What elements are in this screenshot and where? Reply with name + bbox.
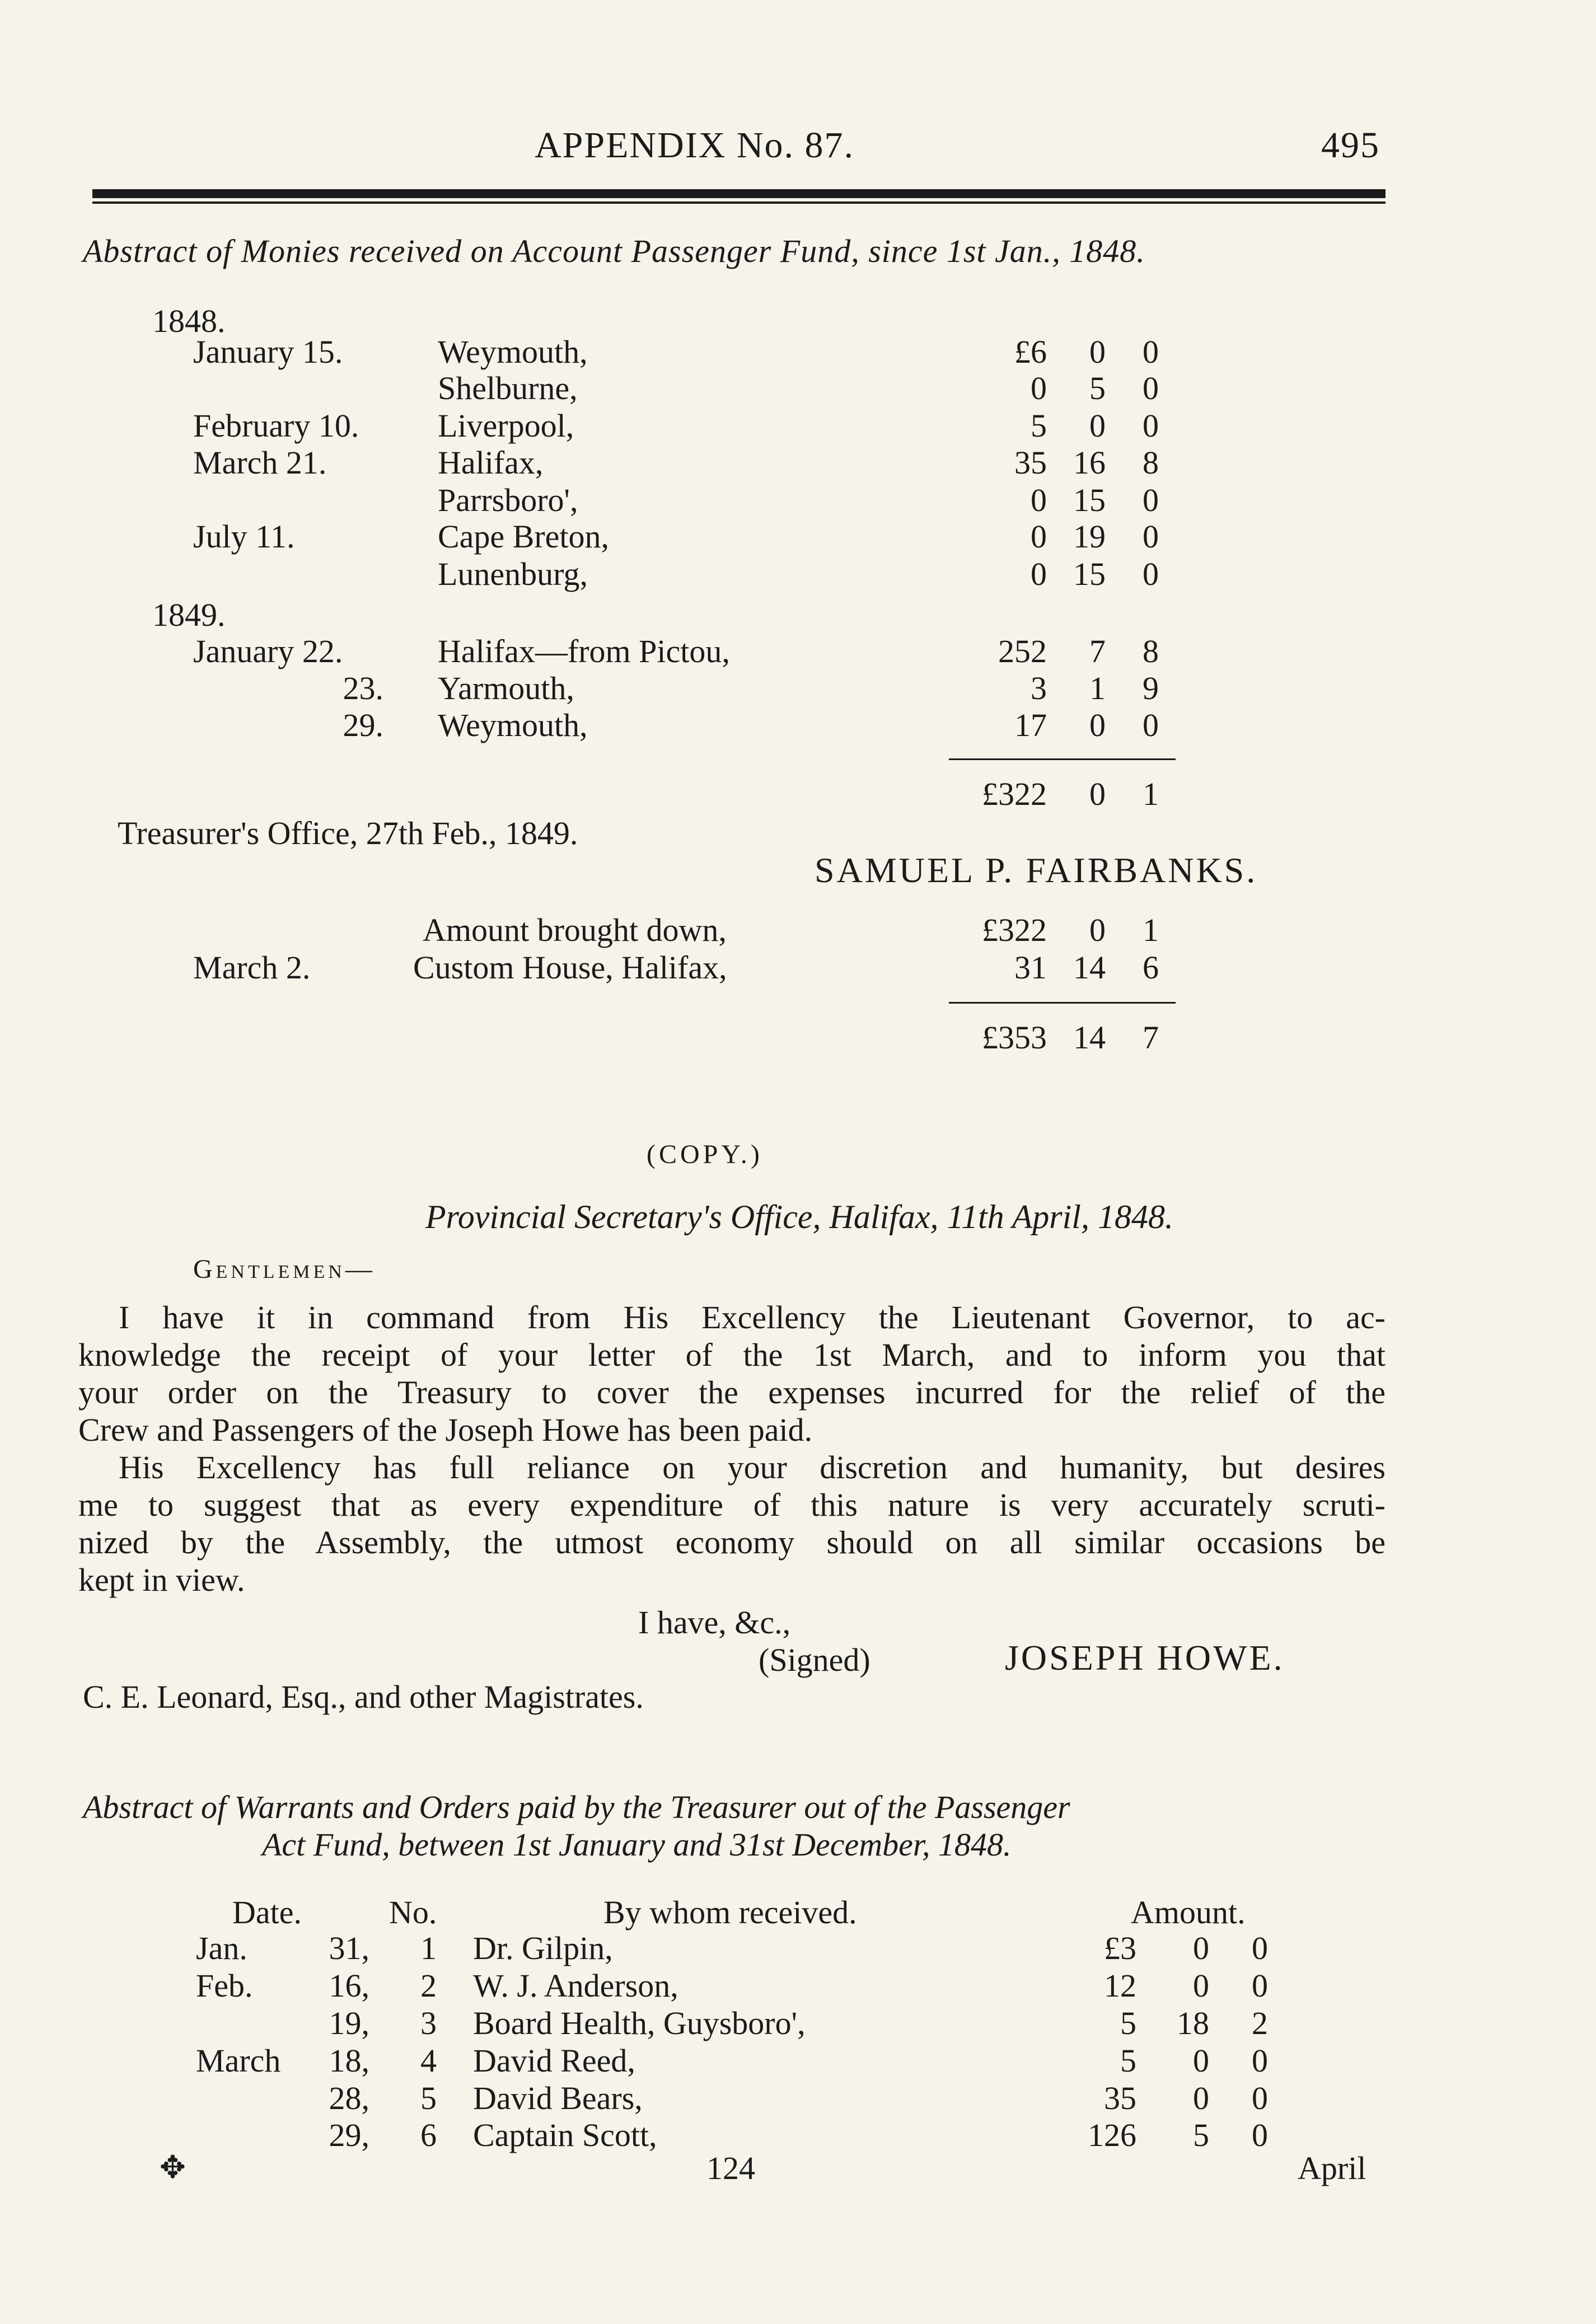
- row-date: January 15.: [193, 334, 343, 370]
- row-place: Liverpool,: [438, 407, 574, 444]
- row-pounds: 5: [1031, 407, 1047, 444]
- row-pence: 0: [1143, 707, 1159, 743]
- letter-line: I have it in command from His Excellency the Lieutenant Governor, to ac-: [119, 1299, 1386, 1336]
- row-pence: 0: [1252, 2080, 1268, 2116]
- row-pounds: £6: [1014, 334, 1047, 370]
- row-shillings: 5: [1089, 370, 1106, 406]
- row-place: Shelburne,: [438, 370, 578, 406]
- row-name: Dr. Gilpin,: [473, 1930, 613, 1966]
- row-pounds: 3: [1031, 670, 1047, 706]
- letter-addressee: C. E. Leonard, Esq., and other Magistrates.: [83, 1679, 644, 1715]
- row-pounds: 35: [1104, 2080, 1136, 2116]
- letter-body: [78, 1299, 1386, 1599]
- row-date: January 22.: [193, 633, 343, 669]
- row-month: Feb.: [196, 1967, 253, 2004]
- row-place: Halifax,: [438, 444, 544, 481]
- treasurer-signature: SAMUEL P. FAIRBANKS.: [815, 850, 1258, 890]
- sum-rule-1: [949, 758, 1176, 760]
- col-header-by-whom: By whom received.: [603, 1894, 857, 1931]
- row-shillings: 5: [1193, 2117, 1209, 2153]
- row-pence: 0: [1143, 482, 1159, 518]
- row-pence: 8: [1143, 444, 1159, 481]
- row-day: 16,: [329, 1967, 369, 2004]
- row-date: February 10.: [193, 407, 359, 444]
- custom-house-shillings: 14: [1073, 949, 1106, 986]
- row-number: 3: [420, 2005, 437, 2041]
- row-number: 1: [420, 1930, 437, 1966]
- row-name: Board Health, Guysboro',: [473, 2005, 806, 2041]
- custom-house-label: Custom House, Halifax,: [413, 949, 727, 986]
- row-shillings: 0: [1089, 707, 1106, 743]
- row-number: 4: [420, 2042, 437, 2079]
- row-date: 29.: [343, 707, 383, 743]
- abstract1-title: Abstract of Monies received on Account Passenger Fund, since 1st Jan., 1848.: [83, 233, 1145, 269]
- year-1849: 1849.: [152, 597, 226, 633]
- row-date: 23.: [343, 670, 383, 706]
- header-rule-thin: [92, 202, 1386, 204]
- letter-line: your order on the Treasury to cover the expenses incurred for the relief of the: [78, 1374, 1386, 1411]
- custom-house-pence: 6: [1143, 949, 1159, 986]
- row-pence: 0: [1143, 334, 1159, 370]
- row-pounds: 5: [1120, 2005, 1136, 2041]
- signature-mark: 124: [706, 2150, 755, 2186]
- row-pounds: 126: [1088, 2117, 1136, 2153]
- page-title: APPENDIX No. 87.: [535, 125, 855, 166]
- letter-dateline: Provincial Secretary's Office, Halifax, 11th April, 1848.: [425, 1198, 1173, 1235]
- row-number: 2: [420, 1967, 437, 2004]
- col-header-no: No.: [389, 1894, 437, 1931]
- row-name: David Reed,: [473, 2042, 635, 2079]
- row-day: 19,: [329, 2005, 369, 2041]
- row-pence: 8: [1143, 633, 1159, 669]
- custom-house-date: March 2.: [193, 949, 311, 986]
- row-pence: 0: [1252, 1967, 1268, 2004]
- row-pounds: 12: [1104, 1967, 1136, 2004]
- row-place: Lunenburg,: [438, 556, 588, 592]
- row-day: 29,: [329, 2117, 369, 2153]
- letter-line: knowledge the receipt of your letter of the 1st March, and to inform you that: [78, 1337, 1386, 1373]
- row-date: March 21.: [193, 444, 327, 481]
- row-name: David Bears,: [473, 2080, 643, 2116]
- letter-signed: (Signed): [759, 1642, 870, 1678]
- row-shillings: 0: [1193, 1967, 1209, 2004]
- catchword: April: [1298, 2150, 1366, 2186]
- row-month: March: [196, 2042, 281, 2079]
- row-shillings: 15: [1073, 556, 1106, 592]
- row-shillings: 0: [1193, 1930, 1209, 1966]
- row-shillings: 0: [1193, 2080, 1209, 2116]
- custom-house-pounds: 31: [1014, 949, 1047, 986]
- header-rule: [92, 189, 1386, 198]
- row-pounds: 0: [1031, 556, 1047, 592]
- row-shillings: 19: [1073, 518, 1106, 555]
- col-header-amount: Amount.: [1131, 1894, 1246, 1931]
- brought-down-pounds: £322: [982, 912, 1047, 948]
- row-place: Cape Breton,: [438, 518, 610, 555]
- row-pence: 9: [1143, 670, 1159, 706]
- letter-line: me to suggest that as every expenditure of this nature is very accurately scruti-: [78, 1487, 1386, 1523]
- row-pence: 0: [1143, 556, 1159, 592]
- row-place: Weymouth,: [438, 334, 588, 370]
- brought-down-shillings: 0: [1089, 912, 1106, 948]
- sum-rule-2: [949, 1002, 1176, 1004]
- letter-line: Crew and Passengers of the Joseph Howe has been paid.: [78, 1412, 813, 1448]
- row-pence: 0: [1143, 370, 1159, 406]
- letter-signer: JOSEPH HOWE.: [1005, 1638, 1285, 1678]
- row-pounds: 5: [1120, 2042, 1136, 2079]
- row-day: 31,: [329, 1930, 369, 1966]
- page-number: 495: [1321, 125, 1380, 166]
- row-day: 18,: [329, 2042, 369, 2079]
- row-place: Halifax—from Pictou,: [438, 633, 730, 669]
- row-place: Weymouth,: [438, 707, 588, 743]
- row-shillings: 15: [1073, 482, 1106, 518]
- abstract2-title-line1: Abstract of Warrants and Orders paid by the Treasurer out of the Passenger: [83, 1789, 1070, 1825]
- row-pounds: 0: [1031, 518, 1047, 555]
- row-shillings: 1: [1089, 670, 1106, 706]
- grand-total-pence: 7: [1143, 1019, 1159, 1056]
- row-place: Parrsboro',: [438, 482, 578, 518]
- row-shillings: 18: [1177, 2005, 1209, 2041]
- row-pounds: 17: [1014, 707, 1047, 743]
- row-shillings: 0: [1193, 2042, 1209, 2079]
- row-number: 5: [420, 2080, 437, 2116]
- row-pence: 0: [1252, 1930, 1268, 1966]
- row-pounds: 252: [998, 633, 1047, 669]
- row-shillings: 0: [1089, 407, 1106, 444]
- letter-salutation: Gentlemen—: [193, 1254, 376, 1284]
- row-shillings: 7: [1089, 633, 1106, 669]
- row-day: 28,: [329, 2080, 369, 2116]
- letter-line: nized by the Assembly, the utmost economy should on all similar occasions be: [78, 1524, 1386, 1561]
- abstract2-title-line2: Act Fund, between 1st January and 31st December, 1848.: [262, 1826, 1012, 1863]
- letter-closing: I have, &c.,: [638, 1604, 791, 1641]
- brought-down-label: Amount brought down,: [423, 912, 727, 948]
- year-1848: 1848.: [152, 303, 226, 339]
- row-number: 6: [420, 2117, 437, 2153]
- treasurer-office-line: Treasurer's Office, 27th Feb., 1849.: [118, 815, 578, 851]
- col-header-date: Date.: [232, 1894, 302, 1931]
- row-pence: 2: [1252, 2005, 1268, 2041]
- row-pounds: 35: [1014, 444, 1047, 481]
- row-shillings: 0: [1089, 334, 1106, 370]
- letter-line: kept in view.: [78, 1562, 245, 1598]
- grand-total-pounds: £353: [982, 1019, 1047, 1056]
- row-shillings: 16: [1073, 444, 1106, 481]
- row-pounds: 0: [1031, 482, 1047, 518]
- brought-down-pence: 1: [1143, 912, 1159, 948]
- row-pence: 0: [1143, 407, 1159, 444]
- grand-total-shillings: 14: [1073, 1019, 1106, 1056]
- row-pounds: 0: [1031, 370, 1047, 406]
- row-name: Captain Scott,: [473, 2117, 657, 2153]
- row-month: Jan.: [196, 1930, 247, 1966]
- total-pence: 1: [1143, 776, 1159, 812]
- row-pence: 0: [1143, 518, 1159, 555]
- row-date: July 11.: [193, 518, 295, 555]
- row-pounds: £3: [1104, 1930, 1136, 1966]
- row-pence: 0: [1252, 2117, 1268, 2153]
- total-shillings: 0: [1089, 776, 1106, 812]
- row-pence: 0: [1252, 2042, 1268, 2079]
- letter-line: His Excellency has full reliance on your discretion and humanity, but desires: [119, 1449, 1386, 1486]
- total-pounds: £322: [982, 776, 1047, 812]
- row-name: W. J. Anderson,: [473, 1967, 678, 2004]
- printer-mark: ✥: [160, 2150, 186, 2185]
- row-place: Yarmouth,: [438, 670, 574, 706]
- copy-label: (COPY.): [647, 1140, 763, 1169]
